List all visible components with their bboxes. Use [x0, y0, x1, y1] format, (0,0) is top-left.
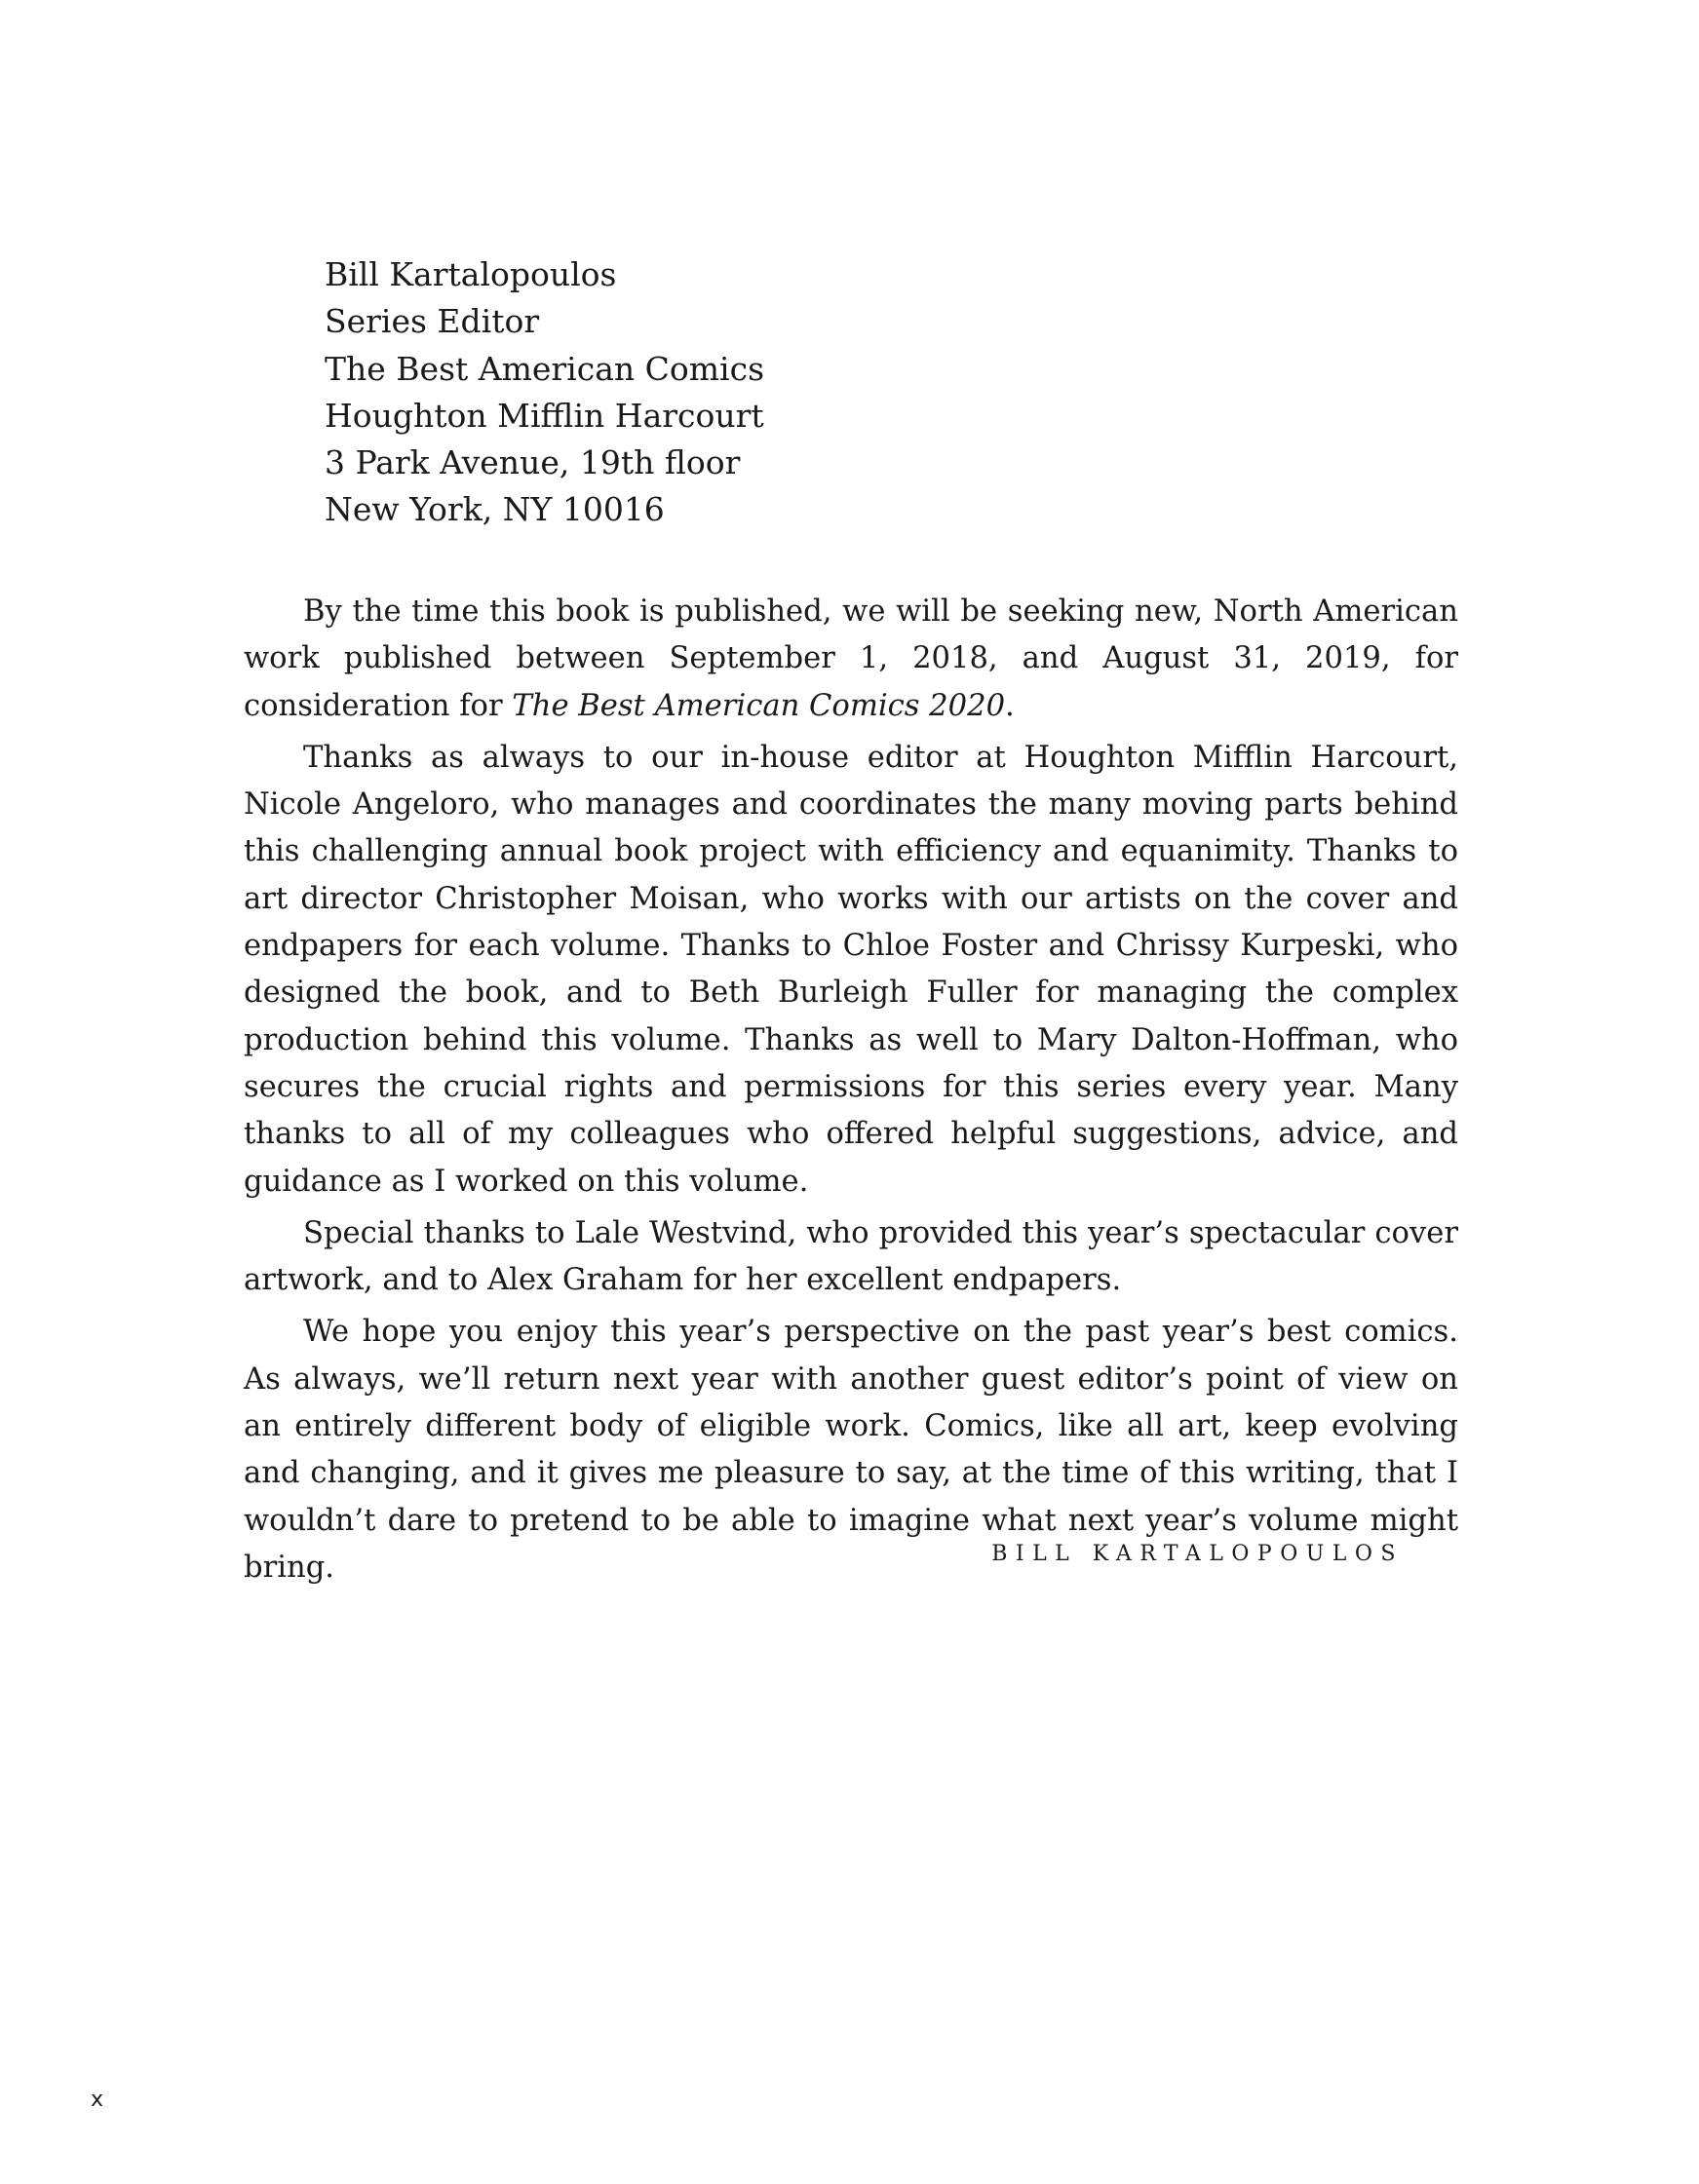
paragraph-thanks: Thanks as always to our in-house editor at Houghton Mifflin Harcourt, Nicole Angeloro, who manages and coordinates the many moving parts behind this challenging annual book project with efficiency and equanimity. Thanks to art director Christopher Moisan, who works with our artists on the cover and endpapers for each volume. Thanks to Chloe Foster and Chrissy Kurpeski, who designed the book, and to Beth Burleigh Fuller for managing the complex production behind this volume. Thanks as well to Mary Dalton-Hoffman, who secures the crucial rights and permissions for this series every year. Many thanks to all of my colleagues who offered helpful suggestions, advice, and guidance as I worked on this volume.	[244, 740, 1458, 1199]
paragraph-special-thanks: Special thanks to Lale Westvind, who provided this year’s spectacular cover artwork, and to Alex Graham for her excellent endpapers.	[244, 1215, 1458, 1298]
address-line-title: Series Editor	[325, 302, 540, 341]
address-line-publisher: Houghton Mifflin Harcourt	[325, 396, 764, 435]
address-line-publication: The Best American Comics	[325, 349, 765, 388]
address-block	[325, 251, 764, 534]
paragraph-submissions-text: By the time this book is published, we will be seeking new, North American work published between September 1, 2018, and August 31, 2019, for consideration for	[244, 594, 1458, 723]
body-text	[244, 589, 1458, 1596]
paragraph-submissions-end: .	[1005, 688, 1015, 723]
signature: BILL KARTALOPOULOS	[991, 1542, 1404, 1566]
address-line-street: 3 Park Avenue, 19th floor	[325, 443, 741, 482]
paragraph-closing: We hope you enjoy this year’s perspective on the past year’s best comics. As always, we’ll return next year with another guest editor’s point of view on an entirely different body of eligible work. Comics, like all art, keep evolving and changing, and it gives me pleasure to say, at the time of this writing, that I wouldn’t dare to pretend to be able to imagine what next year’s volume might bring.	[244, 1315, 1458, 1585]
address-line-name: Bill Kartalopoulos	[325, 255, 617, 293]
paragraph-submissions	[244, 589, 1458, 730]
page-number: x	[91, 2088, 104, 2112]
book-title-italic: The Best American Comics 2020	[512, 688, 1006, 723]
address-line-city: New York, NY 10016	[325, 490, 665, 529]
